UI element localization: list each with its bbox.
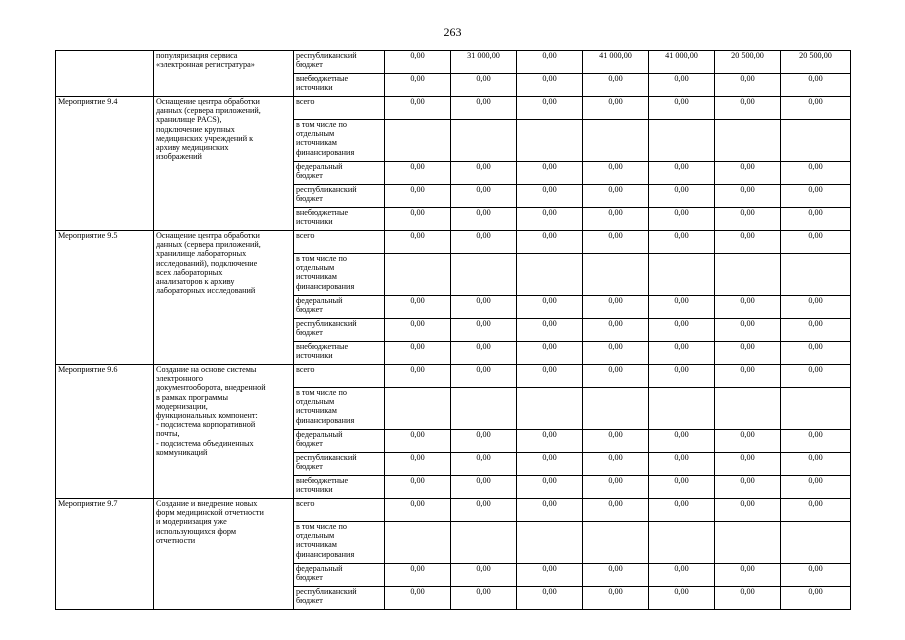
amount-cell: 0,00 [649,74,715,97]
amount-cell: 0,00 [385,564,451,587]
amount-cell [385,254,451,296]
amount-cell: 0,00 [385,296,451,319]
amount-cell: 0,00 [649,319,715,342]
amount-cell: 0,00 [517,476,583,499]
amount-cell: 0,00 [781,319,851,342]
amount-cell: 0,00 [583,365,649,388]
amount-cell: 0,00 [451,208,517,231]
funding-source-cell: всего [294,97,385,120]
amount-cell: 41 000,00 [649,51,715,74]
amount-cell: 0,00 [649,476,715,499]
amount-cell: 0,00 [385,476,451,499]
amount-cell: 0,00 [583,587,649,610]
amount-cell: 0,00 [517,74,583,97]
amount-cell: 0,00 [583,231,649,254]
amount-cell: 0,00 [715,342,781,365]
amount-cell: 0,00 [451,74,517,97]
amount-cell: 0,00 [385,319,451,342]
amount-cell: 0,00 [649,185,715,208]
amount-cell: 0,00 [451,365,517,388]
amount-cell: 0,00 [715,185,781,208]
amount-cell: 0,00 [583,185,649,208]
table-body [56,51,851,610]
funding-source-cell: в том числе по отдельным источникам финансирования [294,120,385,162]
amount-cell: 0,00 [715,162,781,185]
amount-cell: 0,00 [385,587,451,610]
amount-cell: 0,00 [451,499,517,522]
amount-cell: 0,00 [583,296,649,319]
amount-cell: 0,00 [781,499,851,522]
amount-cell: 0,00 [649,342,715,365]
amount-cell [649,254,715,296]
amount-cell [583,254,649,296]
amount-cell: 0,00 [517,51,583,74]
amount-cell: 0,00 [649,564,715,587]
amount-cell: 0,00 [517,162,583,185]
measure-cell: Мероприятие 9.6 [56,365,154,499]
amount-cell: 0,00 [517,231,583,254]
amount-cell: 0,00 [517,365,583,388]
funding-source-cell: федеральный бюджет [294,296,385,319]
amount-cell: 0,00 [715,74,781,97]
amount-cell [517,254,583,296]
funding-source-cell: республиканский бюджет [294,185,385,208]
amount-cell: 0,00 [649,97,715,120]
amount-cell: 0,00 [781,476,851,499]
amount-cell: 0,00 [583,499,649,522]
funding-source-cell: внебюджетные источники [294,476,385,499]
amount-cell: 0,00 [385,185,451,208]
amount-cell [583,120,649,162]
amount-cell: 0,00 [451,564,517,587]
amount-cell: 0,00 [781,162,851,185]
table-row [56,499,851,522]
amount-cell: 0,00 [583,97,649,120]
budget-table [55,50,851,610]
amount-cell: 20 500,00 [715,51,781,74]
measure-cell: Мероприятие 9.7 [56,499,154,610]
amount-cell: 0,00 [385,162,451,185]
amount-cell: 0,00 [781,185,851,208]
amount-cell: 0,00 [385,97,451,120]
amount-cell: 0,00 [583,208,649,231]
amount-cell: 0,00 [583,342,649,365]
amount-cell: 0,00 [517,453,583,476]
amount-cell: 0,00 [715,430,781,453]
amount-cell: 0,00 [517,296,583,319]
amount-cell: 0,00 [583,74,649,97]
amount-cell: 0,00 [649,365,715,388]
funding-source-cell: федеральный бюджет [294,162,385,185]
amount-cell: 0,00 [781,430,851,453]
amount-cell: 0,00 [715,208,781,231]
amount-cell: 31 000,00 [451,51,517,74]
amount-cell: 0,00 [781,365,851,388]
amount-cell: 0,00 [517,499,583,522]
amount-cell: 0,00 [649,296,715,319]
amount-cell: 0,00 [517,319,583,342]
amount-cell: 0,00 [583,162,649,185]
funding-source-cell: республиканский бюджет [294,51,385,74]
amount-cell: 0,00 [715,499,781,522]
amount-cell: 0,00 [715,296,781,319]
funding-source-cell: внебюджетные источники [294,74,385,97]
amount-cell [781,522,851,564]
amount-cell: 0,00 [781,97,851,120]
amount-cell: 41 000,00 [583,51,649,74]
funding-source-cell: федеральный бюджет [294,564,385,587]
amount-cell: 0,00 [517,185,583,208]
table-row [56,365,851,388]
amount-cell: 0,00 [517,430,583,453]
funding-source-cell: федеральный бюджет [294,430,385,453]
amount-cell: 0,00 [385,208,451,231]
amount-cell [649,120,715,162]
amount-cell: 0,00 [715,564,781,587]
amount-cell: 0,00 [781,296,851,319]
funding-source-cell: республиканский бюджет [294,587,385,610]
amount-cell [649,388,715,430]
amount-cell: 0,00 [451,587,517,610]
table-row [56,231,851,254]
amount-cell: 0,00 [715,476,781,499]
amount-cell [385,120,451,162]
amount-cell [781,254,851,296]
amount-cell: 0,00 [517,564,583,587]
amount-cell [583,522,649,564]
amount-cell [715,120,781,162]
amount-cell: 0,00 [385,74,451,97]
amount-cell: 0,00 [385,430,451,453]
amount-cell: 0,00 [385,499,451,522]
amount-cell: 0,00 [781,74,851,97]
funding-source-cell: всего [294,365,385,388]
amount-cell: 0,00 [649,208,715,231]
measure-cell: Мероприятие 9.4 [56,97,154,231]
amount-cell: 0,00 [715,453,781,476]
funding-source-cell: внебюджетные источники [294,342,385,365]
funding-source-cell: в том числе по отдельным источникам финансирования [294,388,385,430]
amount-cell: 0,00 [385,231,451,254]
amount-cell: 0,00 [649,162,715,185]
amount-cell [517,522,583,564]
description-cell: Оснащение центра обработки данных (сервера приложений, хранилище лабораторных исследований), подключение всех лабораторных анализаторов к архиву лабораторных исследований [154,231,294,365]
amount-cell: 0,00 [715,319,781,342]
amount-cell: 0,00 [517,587,583,610]
amount-cell: 20 500,00 [781,51,851,74]
amount-cell: 0,00 [781,453,851,476]
amount-cell [451,522,517,564]
amount-cell [781,120,851,162]
amount-cell [583,388,649,430]
amount-cell [715,254,781,296]
amount-cell: 0,00 [451,231,517,254]
amount-cell: 0,00 [715,587,781,610]
amount-cell: 0,00 [583,453,649,476]
amount-cell: 0,00 [451,430,517,453]
amount-cell: 0,00 [781,587,851,610]
amount-cell [451,388,517,430]
amount-cell: 0,00 [583,476,649,499]
amount-cell: 0,00 [649,453,715,476]
amount-cell: 0,00 [649,587,715,610]
amount-cell: 0,00 [385,342,451,365]
amount-cell: 0,00 [451,342,517,365]
description-cell: Создание на основе системы электронного документооборота, внедренной в рамках программы модернизации, функциональных компонент: - подсистема корпоративной почты, - подсистема объединенных коммуникаций [154,365,294,499]
amount-cell: 0,00 [649,499,715,522]
amount-cell: 0,00 [781,208,851,231]
amount-cell: 0,00 [649,231,715,254]
amount-cell: 0,00 [583,430,649,453]
funding-source-cell: внебюджетные источники [294,208,385,231]
amount-cell [385,522,451,564]
amount-cell: 0,00 [451,97,517,120]
amount-cell [451,120,517,162]
amount-cell: 0,00 [451,319,517,342]
table-row [56,97,851,120]
funding-source-cell: республиканский бюджет [294,319,385,342]
amount-cell: 0,00 [715,97,781,120]
amount-cell: 0,00 [715,365,781,388]
amount-cell: 0,00 [715,231,781,254]
amount-cell: 0,00 [385,453,451,476]
amount-cell: 0,00 [781,564,851,587]
funding-source-cell: в том числе по отдельным источникам финансирования [294,522,385,564]
amount-cell: 0,00 [583,319,649,342]
description-cell: Оснащение центра обработки данных (сервера приложений, хранилище PACS), подключение крупных медицинских учреждений к архиву медицинских изображений [154,97,294,231]
amount-cell: 0,00 [451,476,517,499]
amount-cell [385,388,451,430]
funding-source-cell: в том числе по отдельным источникам финансирования [294,254,385,296]
amount-cell: 0,00 [517,208,583,231]
amount-cell: 0,00 [517,97,583,120]
funding-source-cell: всего [294,499,385,522]
amount-cell [649,522,715,564]
page-number: 263 [443,25,462,39]
amount-cell: 0,00 [781,342,851,365]
measure-cell [56,51,154,97]
amount-cell [451,254,517,296]
amount-cell: 0,00 [649,430,715,453]
description-cell: Создание и внедрение новых форм медицинской отчетности и модернизация уже использующихся форм отчетности [154,499,294,610]
funding-source-cell: всего [294,231,385,254]
amount-cell [781,388,851,430]
amount-cell: 0,00 [451,453,517,476]
description-cell: популяризация сервиса «электронная регистратура» [154,51,294,97]
amount-cell [517,388,583,430]
amount-cell [715,522,781,564]
amount-cell: 0,00 [385,365,451,388]
amount-cell: 0,00 [385,51,451,74]
amount-cell [517,120,583,162]
amount-cell [715,388,781,430]
amount-cell: 0,00 [451,185,517,208]
table-row [56,51,851,74]
amount-cell: 0,00 [781,231,851,254]
funding-source-cell: республиканский бюджет [294,453,385,476]
amount-cell: 0,00 [451,296,517,319]
amount-cell: 0,00 [583,564,649,587]
measure-cell: Мероприятие 9.5 [56,231,154,365]
amount-cell: 0,00 [517,342,583,365]
amount-cell: 0,00 [451,162,517,185]
